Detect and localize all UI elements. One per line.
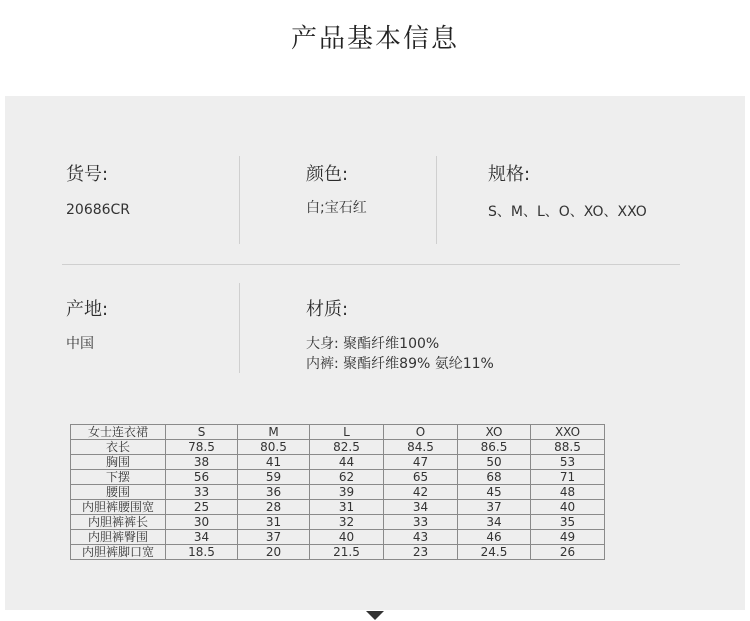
material-line-1: 大身: 聚酯纤维100% [306, 336, 440, 352]
table-cell: 26 [531, 545, 605, 560]
table-cell: 31 [310, 500, 384, 515]
size-label: 规格: [488, 164, 531, 185]
table-cell: 46 [458, 530, 531, 545]
origin-value: 中国 [66, 336, 94, 352]
table-cell: 41 [238, 455, 310, 470]
table-cell: 34 [384, 500, 458, 515]
table-cell: 胸围 [71, 455, 166, 470]
table-cell: 44 [310, 455, 384, 470]
table-row [71, 545, 605, 560]
table-cell: 65 [384, 470, 458, 485]
material-label: 材质: [306, 299, 349, 320]
size-value: S、M、L、O、XO、XXO [488, 204, 647, 220]
table-cell: 腰围 [71, 485, 166, 500]
table-header-cell: XO [458, 425, 531, 440]
material-line-2: 内裤: 聚酯纤维89% 氨纶11% [306, 356, 494, 372]
table-cell: 80.5 [238, 440, 310, 455]
down-arrow-icon [366, 611, 384, 620]
table-cell: 40 [310, 530, 384, 545]
table-cell: 42 [384, 485, 458, 500]
sku-value: 20686CR [66, 202, 131, 218]
table-cell: 32 [310, 515, 384, 530]
table-cell: 33 [384, 515, 458, 530]
table-row [71, 440, 605, 455]
table-row [71, 455, 605, 470]
table-cell: 86.5 [458, 440, 531, 455]
table-cell: 28 [238, 500, 310, 515]
divider-vertical [239, 156, 240, 244]
divider-horizontal [62, 264, 680, 265]
table-header-cell: XXO [531, 425, 605, 440]
table-cell: 47 [384, 455, 458, 470]
table-cell: 62 [310, 470, 384, 485]
table-cell: 33 [166, 485, 238, 500]
table-cell: 20 [238, 545, 310, 560]
color-value: 白;宝石红 [306, 200, 367, 216]
table-cell: 内胆裤裤长 [71, 515, 166, 530]
table-cell: 78.5 [166, 440, 238, 455]
divider-vertical [436, 156, 437, 244]
table-cell: 49 [531, 530, 605, 545]
table-cell: 68 [458, 470, 531, 485]
table-header-cell: O [384, 425, 458, 440]
size-table [70, 424, 605, 560]
table-cell: 34 [166, 530, 238, 545]
table-cell: 内胆裤臀围 [71, 530, 166, 545]
table-row [71, 500, 605, 515]
table-cell: 24.5 [458, 545, 531, 560]
table-row [71, 530, 605, 545]
table-cell: 50 [458, 455, 531, 470]
table-row [71, 470, 605, 485]
table-header-cell: L [310, 425, 384, 440]
table-cell: 内胆裤腰围宽 [71, 500, 166, 515]
table-cell: 40 [531, 500, 605, 515]
table-cell: 84.5 [384, 440, 458, 455]
color-label: 颜色: [306, 164, 349, 185]
table-cell: 30 [166, 515, 238, 530]
table-cell: 34 [458, 515, 531, 530]
table-cell: 39 [310, 485, 384, 500]
table-cell: 37 [458, 500, 531, 515]
table-cell: 88.5 [531, 440, 605, 455]
table-cell: 31 [238, 515, 310, 530]
table-cell: 21.5 [310, 545, 384, 560]
origin-label: 产地: [66, 299, 109, 320]
table-cell: 71 [531, 470, 605, 485]
table-row [71, 515, 605, 530]
table-header-cell: 女士连衣裙 [71, 425, 166, 440]
table-row [71, 485, 605, 500]
table-cell: 衣长 [71, 440, 166, 455]
table-cell: 53 [531, 455, 605, 470]
table-cell: 内胆裤脚口宽 [71, 545, 166, 560]
table-header-cell: S [166, 425, 238, 440]
table-cell: 37 [238, 530, 310, 545]
table-cell: 18.5 [166, 545, 238, 560]
table-cell: 25 [166, 500, 238, 515]
table-cell: 59 [238, 470, 310, 485]
table-cell: 35 [531, 515, 605, 530]
table-cell: 下摆 [71, 470, 166, 485]
table-cell: 23 [384, 545, 458, 560]
table-cell: 45 [458, 485, 531, 500]
table-header-row [71, 425, 605, 440]
sku-label: 货号: [66, 164, 109, 185]
table-cell: 36 [238, 485, 310, 500]
divider-vertical [239, 283, 240, 373]
page-title: 产品基本信息 [290, 24, 459, 54]
table-header-cell: M [238, 425, 310, 440]
table-cell: 43 [384, 530, 458, 545]
table-cell: 82.5 [310, 440, 384, 455]
table-cell: 48 [531, 485, 605, 500]
table-cell: 38 [166, 455, 238, 470]
table-cell: 56 [166, 470, 238, 485]
